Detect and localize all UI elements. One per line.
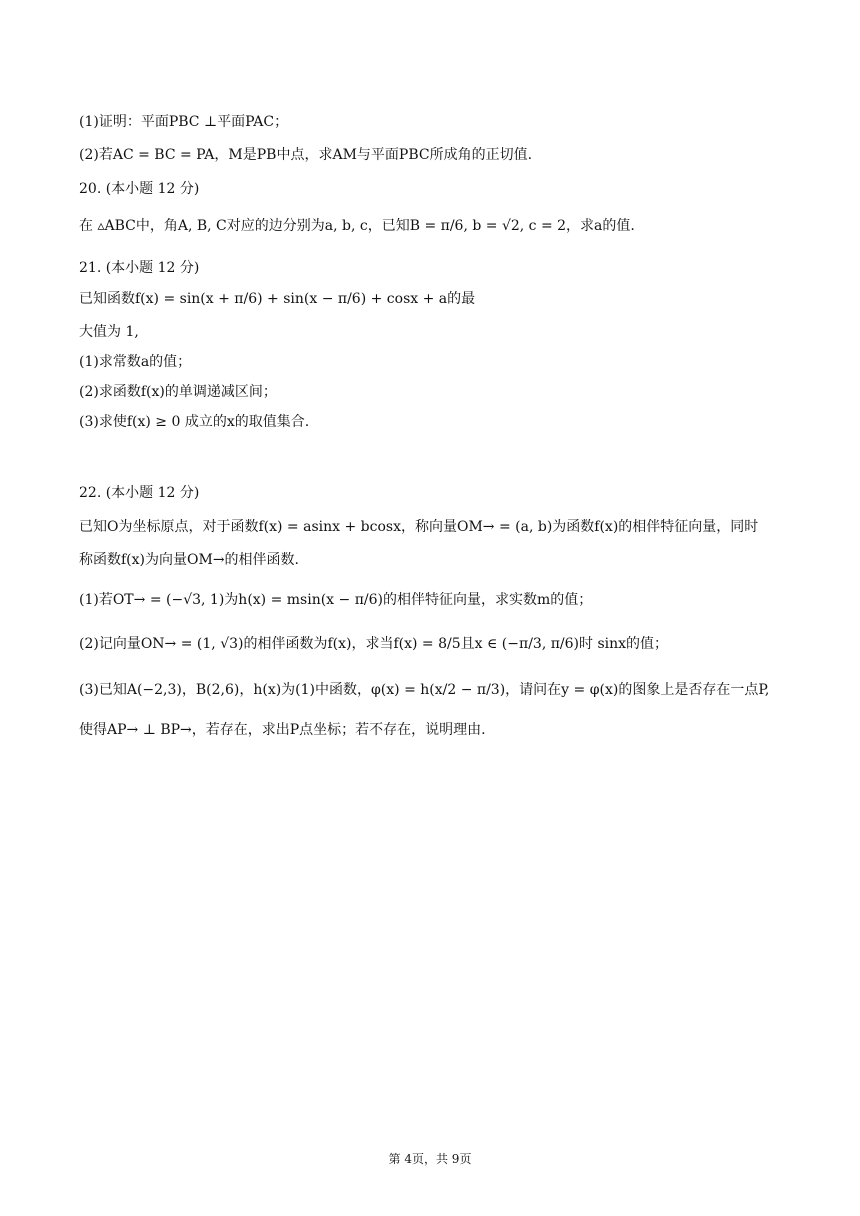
- q21-stem-line2: 大值为 1,: [79, 324, 139, 340]
- q20-body: 在 ▵ABC中，角A, B, C对应的边分别为a, b, c，已知B = π/6, b = √2, c = 2，求a的值.: [79, 218, 635, 234]
- q22-stem-line2: 称函数f(x)为向量OM→的相伴函数.: [79, 552, 299, 568]
- q20-header: 20. (本小题 12 分): [79, 181, 200, 197]
- q21-part1: (1)求常数a的值；: [79, 354, 192, 370]
- q21-part3: (3)求使f(x) ≥ 0 成立的x的取值集合.: [79, 414, 310, 430]
- q22-part2: (2)记向量ON→ = (1, √3)的相伴函数为f(x)，求当f(x) = 8/5且x ∈ (−π/3, π/6)时 sinx的值；: [79, 636, 669, 652]
- q21-stem-line1: 已知函数f(x) = sin(x + π/6) + sin(x − π/6) + cosx + a的最: [79, 291, 476, 307]
- q22-part1: (1)若OT→ = (−√3, 1)为h(x) = msin(x − π/6)的相伴特征向量，求实数m的值；: [79, 592, 593, 608]
- q22-part3-line2: 使得AP→ ⊥ BP→，若存在，求出P点坐标；若不存在，说明理由.: [79, 722, 486, 738]
- q21-part2: (2)求函数f(x)的单调递减区间；: [79, 384, 277, 400]
- page-footer: 第 4页，共 9页: [388, 1152, 472, 1166]
- q19-part2: (2)若AC = BC = PA，M是PB中点，求AM与平面PBC所成角的正切值.: [79, 147, 533, 163]
- q22-stem-line1: 已知O为坐标原点，对于函数f(x) = asinx + bcosx，称向量OM→ = (a, b)为函数f(x)的相伴特征向量，同时: [79, 519, 759, 535]
- q19-part1: (1)证明：平面PBC ⊥平面PAC；: [79, 114, 289, 130]
- q21-header: 21. (本小题 12 分): [79, 260, 200, 276]
- q22-header: 22. (本小题 12 分): [79, 485, 200, 501]
- q22-part3-line1: (3)已知A(−2,3)，B(2,6)，h(x)为(1)中函数，φ(x) = h(x/2 − π/3)，请问在y = φ(x)的图象上是否存在一点P,: [79, 682, 770, 698]
